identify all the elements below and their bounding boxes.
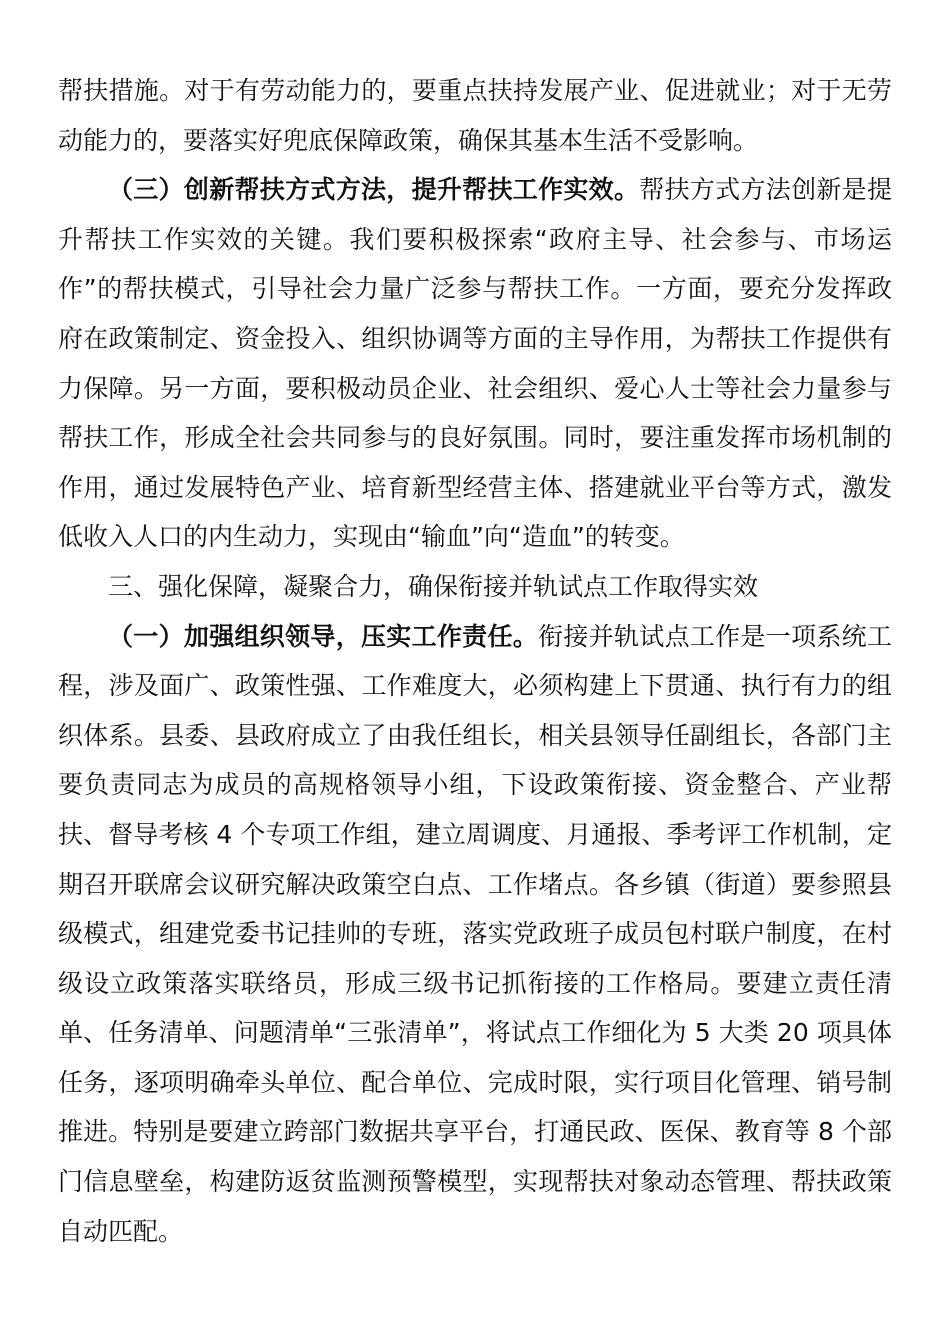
- paragraph-text: 衔接并轨试点工作是一项系统工程，涉及面广、政策性强、工作难度大，必须构建上下贯通、执行有力的组织体系。县委、县政府成立了由我任组长，相关县领导任副组长，各部门主要负责同志为成员的高规格领导小组，下设政策衔接、资金整合、产业帮扶、督导考核 4 个专项工作组，建立周调度、月通报、季考评工作机制，定期召开联席会议研究解决政策空白点、工作堵点。各乡镇（街道）要参照县级模式，组建党委书记挂帅的专班，落实党政班子成员包村联户制度，在村级设立政策落实联络员，形成三级书记抓衔接的工作格局。要建立责任清单、任务清单、问题清单“三张清单”，将试点工作细化为 5 大类 20 项具体任务，逐项明确牵头单位、配合单位、完成时限，实行项目化管理、销号制推进。特别是要建立跨部门数据共享平台，打通民政、医保、教育等 8 个部门信息壁垒，构建防返贫监测预警模型，实现帮扶对象动态管理、帮扶政策自动匹配。: [58, 621, 892, 1246]
- paragraph-text: 帮扶措施。对于有劳动能力的，要重点扶持发展产业、促进就业；对于无劳动能力的，要落实好兜底保障政策，确保其基本生活不受影响。: [58, 76, 892, 155]
- document-page: [58, 66, 892, 1256]
- paragraph-text: 帮扶方式方法创新是提升帮扶工作实效的关键。我们要积极探索“政府主导、社会参与、市场运作”的帮扶模式，引导社会力量广泛参与帮扶工作。一方面，要充分发挥政府在政策制定、资金投入、组织协调等方面的主导作用，为帮扶工作提供有力保障。另一方面，要积极动员企业、社会组织、爱心人士等社会力量参与帮扶工作，形成全社会共同参与的良好氛围。同时，要注重发挥市场机制的作用，通过发展特色产业、培育新型经营主体、搭建就业平台等方式，激发低收入人口的内生动力，实现由“输血”向“造血”的转变。: [58, 175, 892, 552]
- section-heading: [58, 562, 892, 612]
- paragraph-lead-heading: （三）创新帮扶方式方法，提升帮扶工作实效。: [108, 175, 640, 205]
- section-heading-text: 三、强化保障，凝聚合力，确保衔接并轨试点工作取得实效: [108, 571, 759, 601]
- paragraph-continuation: [58, 66, 892, 165]
- paragraph-lead-heading: （一）加强组织领导，压实工作责任。: [108, 621, 539, 651]
- paragraph-innovate-methods: [58, 165, 892, 562]
- paragraph-organization-leadership: [58, 612, 892, 1257]
